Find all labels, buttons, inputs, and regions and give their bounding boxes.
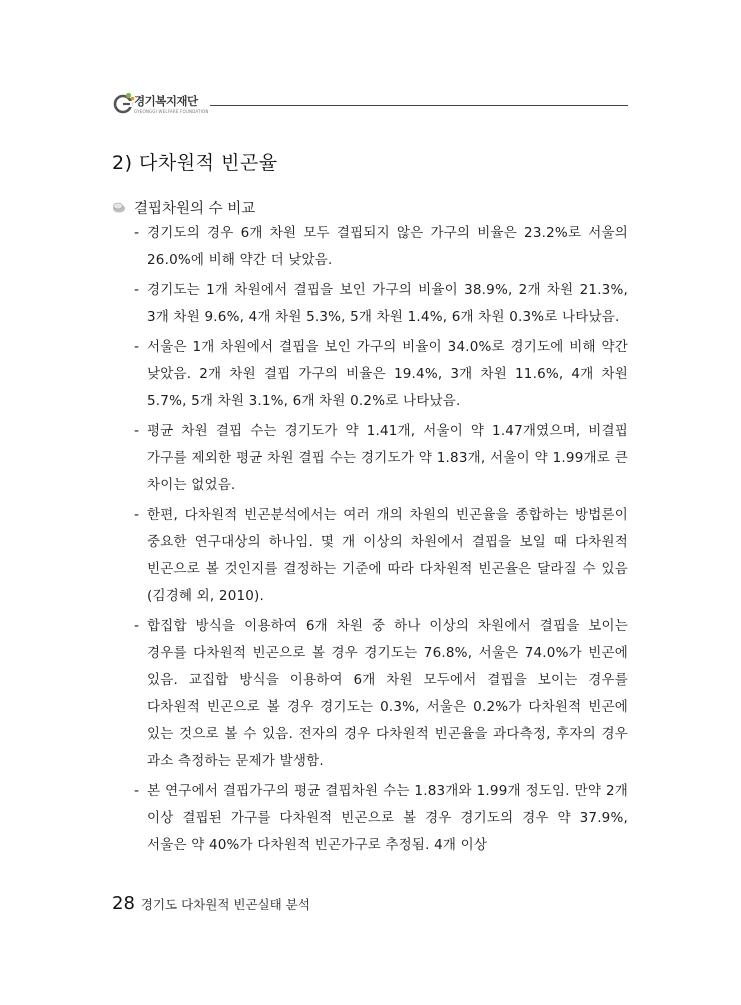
list-item [134,613,628,775]
list-dash: - [134,423,140,439]
list-item [134,418,628,499]
header-divider [210,105,628,106]
list-dash: - [134,507,140,523]
org-name: 경기복지재단 [134,94,198,108]
list-dash: - [134,225,140,241]
page-number: 28 [112,893,135,914]
org-tagline: GYEONGGI WELFARE FOUNDATION [134,109,209,114]
list-dash: - [134,783,140,799]
list-item-text: 합집합 방식을 이용하여 6개 차원 중 하나 이상의 차원에서 결핍을 보이는 경우를 다차원적 빈곤으로 볼 경우 경기도는 76.8%, 서울은 74.0%가 빈곤에 있음. 교집합 방식을 이용하여 6개 차원 모두에서 결핍을 보이는 경우를 다차원적 빈곤으로 볼 경우 경기도는 0.3%, 서울은 0.2%가 다차원적 빈곤에 있는 것으로 볼 수 있음. 전자의 경우 다차원적 빈곤율을 과다측정, 후자의 경우 과소 측정하는 문제가 발생함. [147,618,628,769]
page-footer [112,893,310,914]
section-title: 2) 다차원적 빈곤율 [112,152,278,174]
list-dash: - [134,618,140,634]
list-item [134,277,628,331]
list-item-text: 본 연구에서 결핍가구의 평균 결핍차원 수는 1.83개와 1.99개 정도임. 만약 2개 이상 결핍된 가구를 다차원적 빈곤으로 볼 경우 경기도의 경우 약 37.9%, 서울은 약 40%가 다차원적 빈곤가구로 추정됨. 4개 이상 [147,783,628,853]
subsection-heading [112,196,255,218]
findings-list [134,220,628,862]
subsection-title: 결핍차원의 수 비교 [134,200,256,217]
list-item [134,502,628,610]
bullet-icon [112,200,126,214]
list-item-text: 한편, 다차원적 빈곤분석에서는 여러 개의 차원의 빈곤율을 종합하는 방법론이 중요한 연구대상의 하나임. 몇 개 이상의 차원에서 결핍을 보일 때 다차원적 빈곤으로 볼 것인지를 결정하는 기준에 따라 다차원적 빈곤율은 달라질 수 있음(김경혜 외, 2010). [147,507,628,604]
page-header [112,88,628,122]
list-item-text: 경기도는 1개 차원에서 결핍을 보인 가구의 비율이 38.9%, 2개 차원 21.3%, 3개 차원 9.6%, 4개 차원 5.3%, 5개 차원 1.4%, 6개 차원 0.3%로 나타났음. [147,282,628,325]
list-item-text: 평균 차원 결핍 수는 경기도가 약 1.41개, 서울이 약 1.47개였으며, 비결핍 가구를 제외한 평균 차원 결핍 수는 경기도가 약 1.83개, 서울이 약 1.99개로 큰 차이는 없었음. [147,423,628,493]
list-item-text: 경기도의 경우 6개 차원 모두 결핍되지 않은 가구의 비율은 23.2%로 서울의 26.0%에 비해 약간 더 낮았음. [147,225,628,268]
list-item-text: 서울은 1개 차원에서 결핍을 보인 가구의 비율이 34.0%로 경기도에 비해 약간 낮았음. 2개 차원 결핍 가구의 비율은 19.4%, 3개 차원 11.6%, 4개 차원 5.7%, 5개 차원 3.1%, 6개 차원 0.2%로 나타났음. [147,339,628,409]
running-title: 경기도 다차원적 빈곤실태 분석 [140,897,310,912]
list-item [134,220,628,274]
list-item [134,778,628,859]
list-dash: - [134,339,140,355]
list-dash: - [134,282,140,298]
list-item [134,334,628,415]
